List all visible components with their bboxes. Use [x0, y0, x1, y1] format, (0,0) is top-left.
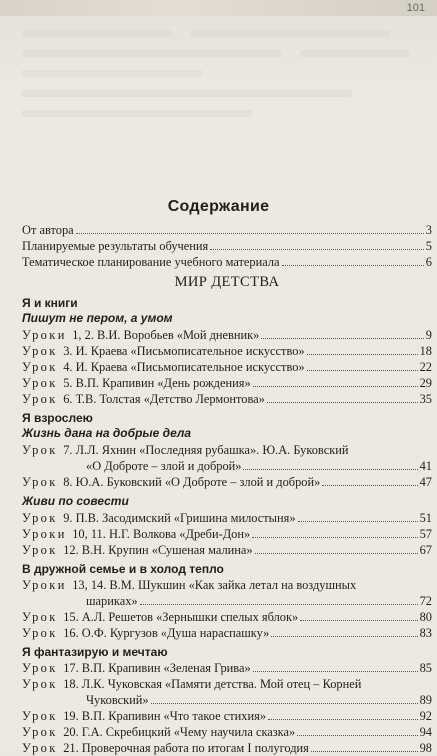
lesson-text: 7. Л.Л. Яхнин «Последняя рубашка». Ю.А. Буковский — [63, 443, 349, 457]
lesson-title — [22, 344, 305, 359]
entry-title: Тематическое планирование учебного материала — [22, 255, 280, 269]
lesson-title — [22, 741, 309, 756]
leader-dots — [282, 265, 424, 266]
lesson-continuation: «О Доброте – злой и доброй» — [86, 459, 242, 473]
lesson-label: Урок — [22, 392, 64, 406]
lesson-entry[interactable] — [22, 625, 432, 641]
lesson-text: 16. О.Ф. Кургузов «Душа нараспашку» — [63, 626, 270, 640]
page-number: 18 — [419, 344, 432, 358]
lesson-entry[interactable] — [22, 609, 432, 625]
lesson-label: Урок — [22, 344, 64, 358]
page-number: 83 — [419, 626, 432, 640]
lesson-entry[interactable] — [22, 724, 432, 740]
lesson-label: Урок — [22, 376, 64, 390]
lesson-text: 8. Ю.А. Буковский «О Доброте – злой и доброй» — [63, 475, 321, 489]
leader-dots — [253, 671, 418, 672]
lesson-label: Уроки — [22, 328, 73, 342]
lesson-text: 6. Т.В. Толстая «Детство Лермонтова» — [63, 392, 265, 406]
page-number: 5 — [425, 239, 432, 253]
lesson-label: Урок — [22, 511, 64, 525]
lesson-title — [22, 725, 295, 740]
lesson-entry[interactable] — [22, 510, 432, 526]
toc-entry[interactable] — [22, 222, 432, 238]
lesson-label: Урок — [22, 661, 64, 675]
lesson-entry[interactable] — [22, 391, 432, 407]
lesson-text: 19. В.П. Крапивин «Что такое стихия» — [63, 709, 267, 723]
lesson-title — [22, 709, 266, 724]
lesson-title — [22, 626, 269, 641]
lesson-label: Урок — [22, 610, 64, 624]
chapter-heading: Я фантазирую и мечтаю — [22, 645, 168, 659]
lesson-label: Урок — [22, 709, 64, 723]
lesson-entry[interactable] — [22, 577, 432, 593]
leader-dots — [268, 719, 418, 720]
lesson-text: 20. Г.А. Скребицкий «Чему научила сказка» — [63, 725, 296, 739]
page-number: 80 — [419, 610, 432, 624]
lesson-title — [22, 610, 298, 625]
lesson-entry-cont[interactable] — [22, 692, 432, 708]
lesson-title — [22, 661, 251, 676]
lesson-entry[interactable] — [22, 708, 432, 724]
lesson-text: 3. И. Краева «Письмописательное искусство» — [63, 344, 305, 358]
lesson-title — [22, 677, 361, 692]
lesson-text: 18. Л.К. Чуковская «Памяти детства. Мой отец – Корней — [63, 677, 362, 691]
lesson-text: 10, 11. Н.Г. Волкова «Дреби-Дон» — [72, 527, 251, 541]
page-number: 98 — [419, 741, 432, 755]
lesson-label: Урок — [22, 475, 64, 489]
lesson-text: 12. В.Н. Крупин «Сушеная малина» — [63, 543, 253, 557]
header-strip — [0, 0, 437, 16]
page-number: 9 — [425, 328, 432, 342]
lesson-label: Урок — [22, 443, 64, 457]
lesson-entry[interactable] — [22, 359, 432, 375]
page-number: 47 — [419, 475, 432, 489]
leader-dots — [298, 521, 418, 522]
leader-dots — [140, 604, 418, 605]
lesson-entry[interactable] — [22, 375, 432, 391]
lesson-label: Урок — [22, 741, 64, 755]
leader-dots — [311, 751, 418, 752]
page-number: 67 — [419, 543, 432, 557]
page-number: 51 — [419, 511, 432, 525]
lesson-label: Урок — [22, 543, 64, 557]
toc-entry[interactable] — [22, 238, 432, 254]
chapter-subheading: Живи по совести — [22, 494, 129, 508]
lesson-text: 21. Проверочная работа по итогам I полугодия — [63, 741, 309, 755]
lesson-entry[interactable] — [22, 660, 432, 676]
lesson-entry[interactable] — [22, 343, 432, 359]
page-number: 29 — [419, 376, 432, 390]
lesson-title — [22, 376, 251, 391]
lesson-text: 15. А.Л. Решетов «Зернышки спелых яблок» — [63, 610, 299, 624]
chapter-heading: Я и книги — [22, 296, 78, 310]
lesson-title — [22, 527, 250, 542]
page-number: 35 — [419, 392, 432, 406]
lesson-entry[interactable] — [22, 740, 432, 756]
lesson-entry[interactable] — [22, 542, 432, 558]
lesson-entry[interactable] — [22, 676, 432, 692]
lesson-entry[interactable] — [22, 442, 432, 458]
lesson-label: Урок — [22, 677, 64, 691]
page-number: 41 — [419, 459, 432, 473]
lesson-title — [22, 392, 265, 407]
lesson-title — [22, 328, 259, 343]
lesson-entry-cont[interactable] — [22, 458, 432, 474]
lesson-continuation: Чуковский» — [86, 693, 149, 707]
leader-dots — [210, 249, 424, 250]
lesson-title — [22, 443, 349, 458]
page-number: 22 — [419, 360, 432, 374]
lesson-text: 1, 2. В.И. Воробьев «Мой дневник» — [72, 328, 260, 342]
lesson-label: Урок — [22, 360, 64, 374]
chapter-subheading: Жизнь дана на добрые дела — [22, 426, 192, 440]
header-page-number: 101 — [406, 2, 425, 14]
page-number: 89 — [419, 693, 432, 707]
leader-dots — [307, 354, 418, 355]
leader-dots — [297, 735, 417, 736]
page-number: 6 — [425, 255, 432, 269]
page-number: 94 — [419, 725, 432, 739]
leader-dots — [151, 703, 418, 704]
leader-dots — [267, 402, 418, 403]
lesson-label: Урок — [22, 725, 64, 739]
lesson-title — [22, 578, 356, 593]
lesson-title — [22, 475, 320, 490]
page-title: Содержание — [167, 198, 270, 215]
page-number: 92 — [419, 709, 432, 723]
bleed-through-text — [0, 16, 437, 196]
section-title: МИР ДЕТСТВА — [174, 274, 280, 290]
page-number: 57 — [419, 527, 432, 541]
page-number: 72 — [419, 594, 432, 608]
leader-dots — [261, 338, 423, 339]
lesson-label: Урок — [22, 626, 64, 640]
page-number: 85 — [419, 661, 432, 675]
leader-dots — [307, 370, 418, 371]
page-number: 3 — [425, 223, 432, 237]
leader-dots — [322, 485, 417, 486]
leader-dots — [271, 636, 417, 637]
leader-dots — [255, 553, 418, 554]
toc-entry[interactable] — [22, 254, 432, 270]
lesson-entry-cont[interactable] — [22, 593, 432, 609]
lesson-label: Уроки — [22, 527, 73, 541]
chapter-subheading: Пишут не пером, а умом — [22, 311, 173, 325]
leader-dots — [243, 469, 417, 470]
leader-dots — [253, 386, 418, 387]
leader-dots — [252, 537, 417, 538]
chapter-heading: В дружной семье и в холод тепло — [22, 562, 224, 576]
lesson-text: 9. П.В. Засодимский «Гришина милостыня» — [63, 511, 296, 525]
lesson-text: 4. И. Краева «Письмописательное искусство» — [63, 360, 305, 374]
leader-dots — [300, 620, 417, 621]
entry-title: Планируемые результаты обучения — [22, 239, 209, 253]
lesson-continuation: шариках» — [86, 594, 138, 608]
entry-title: От автора — [22, 223, 74, 237]
lesson-title — [22, 360, 305, 375]
lesson-title — [22, 543, 253, 558]
chapter-heading: Я взрослею — [22, 411, 93, 425]
lesson-text: 5. В.П. Крапивин «День рождения» — [63, 376, 251, 390]
lesson-title — [22, 511, 296, 526]
lesson-entry[interactable] — [22, 474, 432, 490]
lesson-text: 17. В.П. Крапивин «Зеленая Грива» — [63, 661, 251, 675]
lesson-text: 13, 14. В.М. Шукшин «Как зайка летал на воздушных — [72, 578, 357, 592]
lesson-entry[interactable] — [22, 526, 432, 542]
lesson-label: Уроки — [22, 578, 73, 592]
lesson-entry[interactable] — [22, 327, 432, 343]
leader-dots — [76, 233, 424, 234]
